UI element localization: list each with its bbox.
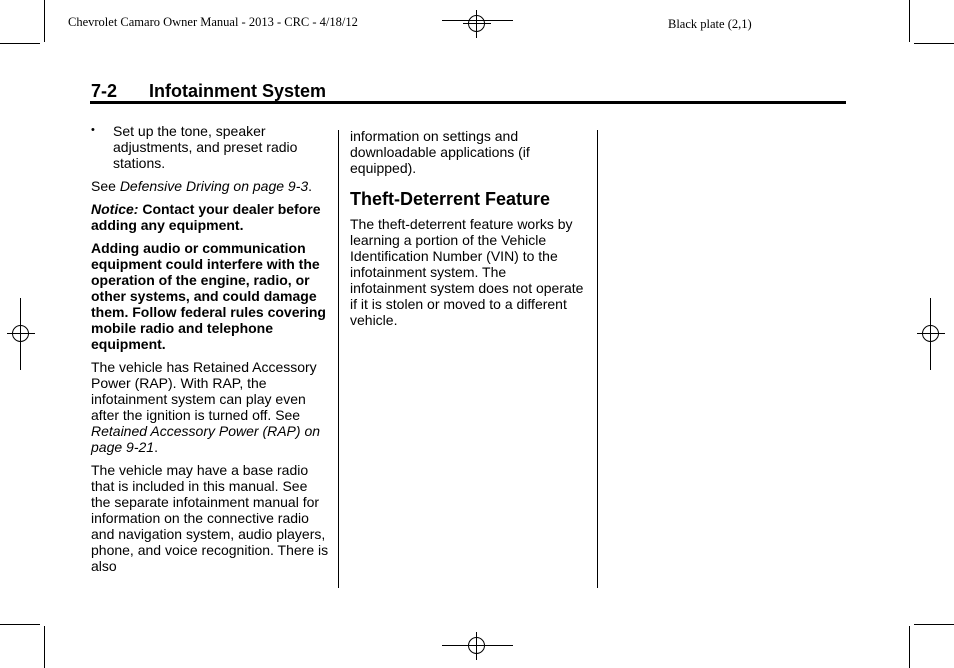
registration-crosshair-icon <box>463 10 491 38</box>
notice <box>91 201 329 233</box>
crop-mark <box>0 624 40 625</box>
registration-crosshair-icon <box>463 632 491 660</box>
running-header-right: Black plate (2,1) <box>668 17 752 31</box>
list-item-text: Set up the tone, speaker adjustments, and preset radio stations. <box>113 123 298 171</box>
crop-mark <box>914 624 954 625</box>
crop-mark <box>909 626 910 668</box>
warning-paragraph: Adding audio or communication equipment could interfere with the operation of the engine, radio, or other systems, and could damage them. Follow federal rules covering mobile radio and telephone equipment. <box>91 240 326 352</box>
section-title: Infotainment System <box>149 81 327 101</box>
column-divider <box>597 130 598 588</box>
subsection-heading: Theft-Deterrent Feature <box>350 189 551 209</box>
cross-reference-link[interactable]: Retained Accessory Power (RAP) on page 9-21 <box>91 423 321 455</box>
notice-label: Notice: <box>91 201 139 217</box>
column-2 <box>350 128 586 335</box>
crop-mark <box>0 43 40 44</box>
crop-mark <box>44 0 45 42</box>
continued-paragraph: information on settings and downloadable applications (if equipped). <box>350 128 530 176</box>
notice-text: Contact your dealer before adding any equipment. <box>91 201 321 233</box>
see-reference: See Defensive Driving on page 9-3. <box>91 178 313 194</box>
registration-crosshair-icon <box>917 320 945 348</box>
section-rule <box>90 101 846 104</box>
list-item <box>91 123 329 171</box>
crop-mark <box>44 626 45 668</box>
running-header-left: Chevrolet Camaro Owner Manual - 2013 - CRC - 4/18/12 <box>68 15 358 29</box>
rap-paragraph: The vehicle has Retained Accessory Power (RAP). With RAP, the infotainment system can play even after the ignition is turned off. See Retained Accessory Power (RAP) on page 9-21. <box>91 359 321 455</box>
cross-reference-link[interactable]: Defensive Driving on page 9-3 <box>119 178 309 194</box>
crop-mark <box>914 43 954 44</box>
bullet-icon: • <box>91 124 95 136</box>
crop-mark <box>909 0 910 42</box>
section-number: 7-2 <box>91 81 118 101</box>
base-radio-paragraph: The vehicle may have a base radio that is included in this manual. See the separate infotainment manual for information on the connective radio and navigation system, audio players, phone, and voice recognition. There is also <box>91 462 329 574</box>
registration-crosshair-icon <box>7 320 35 348</box>
column-divider <box>338 130 339 588</box>
theft-deterrent-paragraph: The theft-deterrent feature works by learning a portion of the Vehicle Identification Number (VIN) to the infotainment system. The infotainment system does not operate if it is stolen or moved to a different vehicle. <box>350 216 584 328</box>
column-1 <box>91 123 329 581</box>
